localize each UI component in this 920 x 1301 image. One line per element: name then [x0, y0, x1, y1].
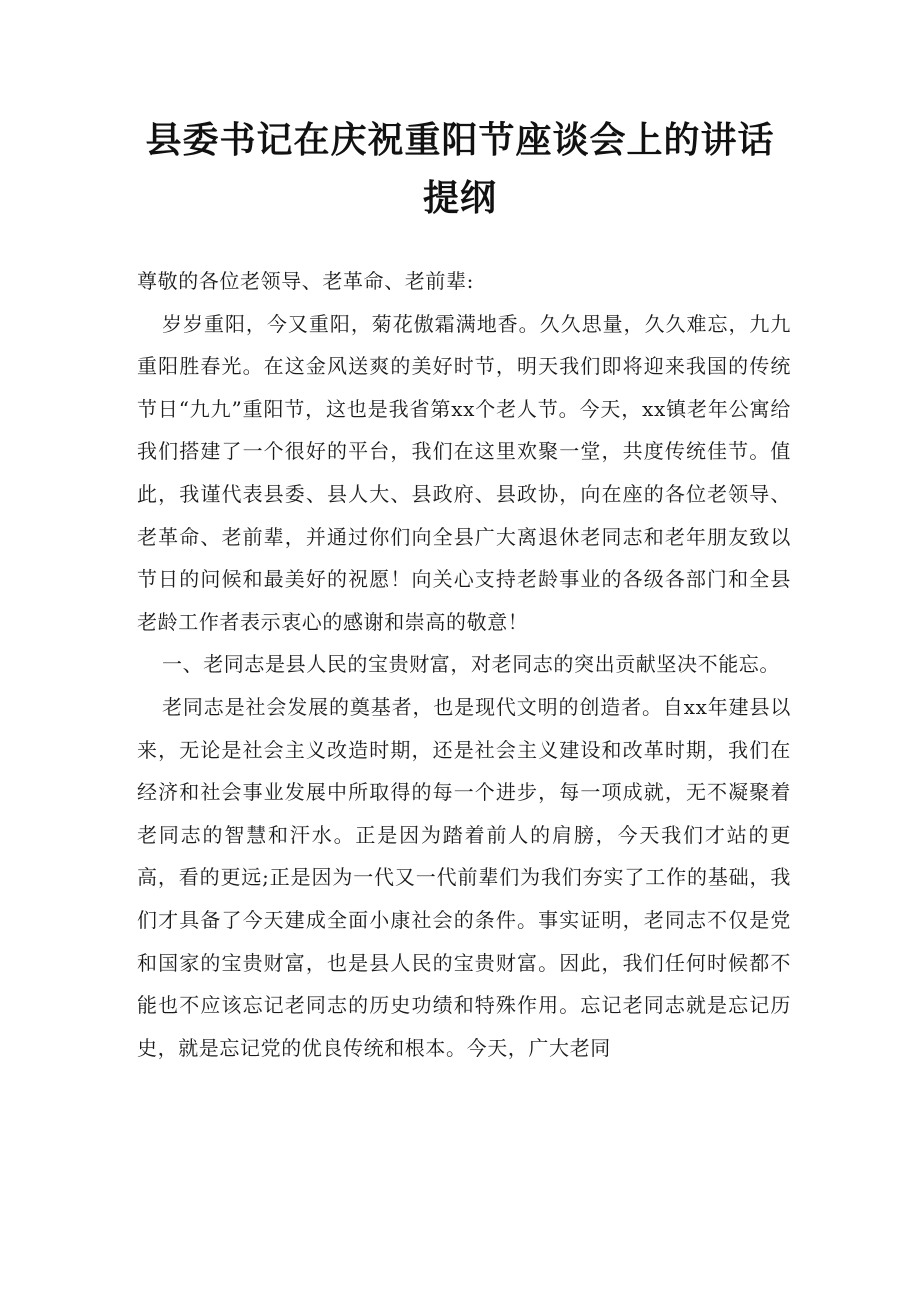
section-heading-1: 一、老同志是县人民的宝贵财富，对老同志的突出贡献坚决不能忘。	[162, 652, 780, 677]
paragraph-opening: 岁岁重阳，今又重阳，菊花傲霜满地香。久久思量，久久难忘，九九重阳胜春光。在这金风送爽的美好时节，明天我们即将迎来我国的传统节日“九九”重阳节，这也是我省第xx个老人节。今天，xx镇老年公寓给我们搭建了一个很好的平台，我们在这里欢聚一堂，共度传统佳节。值此，我谨代表县委、县人大、县政府、县政协，向在座的各位老领导、老革命、老前辈，并通过你们向全县广大离退休老同志和老年朋友致以节日的问候和最美好的祝愿！向关心支持老龄事业的各级各部门和全县老龄工作者表示衷心的感谢和崇高的敬意！	[137, 311, 791, 634]
document-body	[137, 260, 791, 1069]
paragraph-section-1: 老同志是社会发展的奠基者，也是现代文明的创造者。自xx年建县以来，无论是社会主义改造时期，还是社会主义建设和改革时期，我们在经济和社会事业发展中所取得的每一个进步，每一项成就，无不凝聚着老同志的智慧和汗水。正是因为踏着前人的肩膀，今天我们才站的更高，看的更远;正是因为一代又一代前辈们为我们夯实了工作的基础，我们才具备了今天建成全面小康社会的条件。事实证明，老同志不仅是党和国家的宝贵财富，也是县人民的宝贵财富。因此，我们任何时候都不能也不应该忘记老同志的历史功绩和特殊作用。忘记老同志就是忘记历史，就是忘记党的优良传统和根本。今天，广大老同	[137, 694, 791, 1060]
salutation: 尊敬的各位老领导、老革命、老前辈:	[137, 269, 474, 293]
document-title: 县委书记在庆祝重阳节座谈会上的讲话提纲	[145, 120, 775, 219]
